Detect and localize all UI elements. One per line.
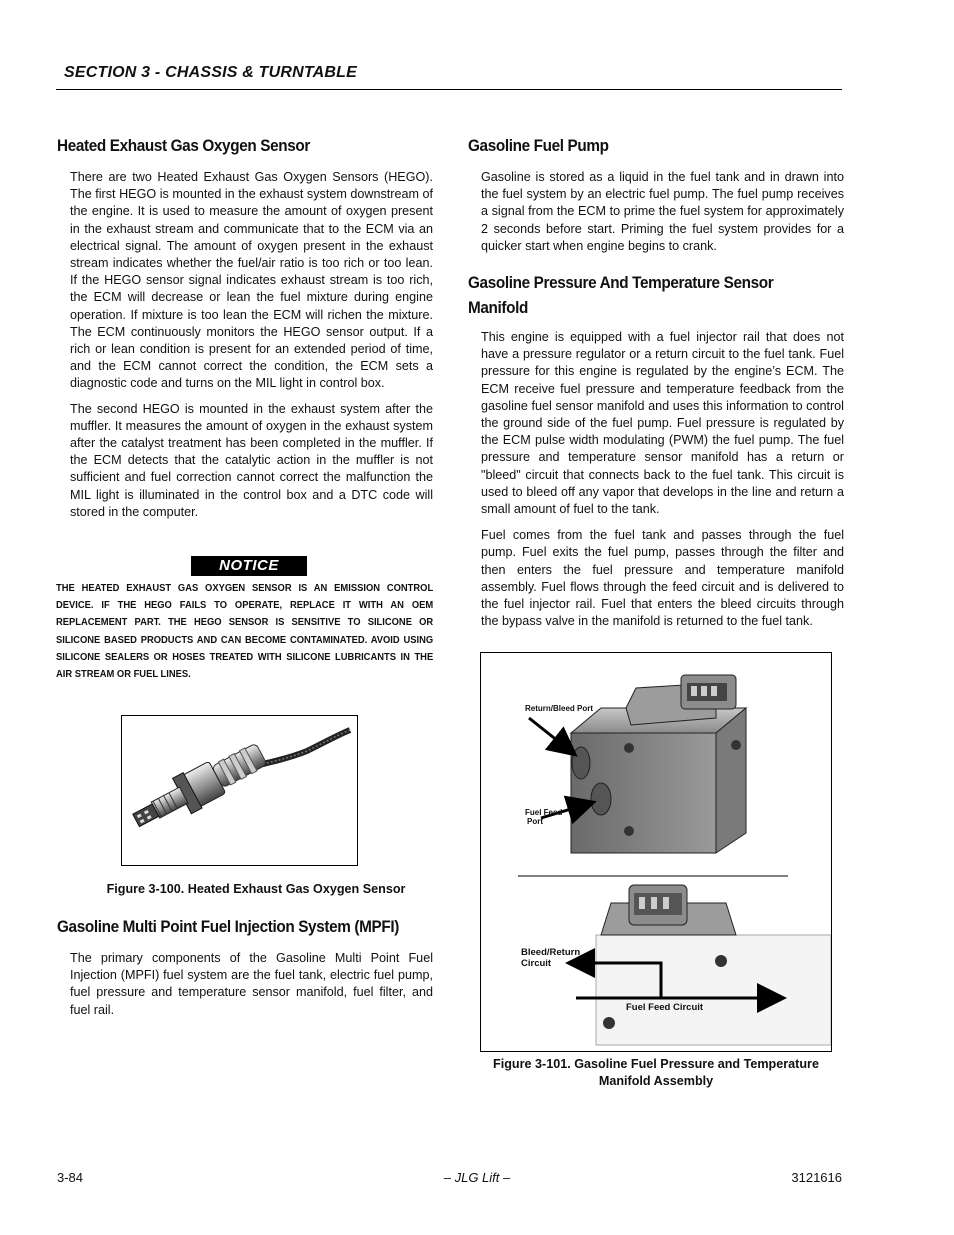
document-number: 3121616: [791, 1170, 842, 1185]
fuel-feed-port-label-2: Port: [527, 817, 543, 826]
header-rule: [56, 89, 842, 90]
fuel-feed-port-label-1: Fuel Feed: [525, 808, 563, 817]
pump-body: [481, 169, 844, 255]
section-header: SECTION 3 - CHASSIS & TURNTABLE: [64, 64, 358, 81]
pump-paragraph-1: Gasoline is stored as a liquid in the fuel tank and in drawn into the fuel system by an electric fuel pump. The fuel pump receives a signal from the ECM to prime the fuel system for approximately 2 seconds before start. Priming the fuel system provides for a quicker start when engine begins to crank.: [481, 170, 844, 253]
mpfi-body: [70, 950, 433, 1019]
notice-text: THE HEATED EXHAUST GAS OXYGEN SENSOR IS AN EMISSION CONTROL DEVICE. IF THE HEGO FAILS TO OPERATE, REPLACE IT WITH AN OEM REPLACEMENT PART. THE HEGO SENSOR IS SENSITIVE TO SILICONE OR SILICONE BASED PRODUCTS AND CAN BECOME CONTAMINATED. AVOID USING SILICONE SEALERS OR HOSES TREATED WITH SILICONE LUBRICANTS IN THE AIR STREAM OR FUEL LINES.: [56, 583, 434, 681]
figure-101-caption-line-1: Figure 3-101. Gasoline Fuel Pressure and Temperature: [493, 1057, 819, 1071]
hego-title: Heated Exhaust Gas Oxygen Sensor: [57, 136, 310, 155]
hego-sensor-illustration: [122, 716, 357, 865]
hego-title-wrap: [57, 136, 338, 156]
hego-sensor-figure: [121, 715, 358, 866]
figure-100-caption: Figure 3-100. Heated Exhaust Gas Oxygen Sensor: [106, 882, 406, 896]
mpfi-title: Gasoline Multi Point Fuel Injection System (MPFI): [57, 917, 399, 936]
mpfi-title-wrap: [57, 917, 437, 937]
figure-101-caption: [480, 1056, 832, 1090]
figure-101-caption-line-2: Manifold Assembly: [598, 1074, 714, 1088]
manifold-body: [481, 329, 844, 630]
manifold-paragraph-2: Fuel comes from the fuel tank and passes through the fuel pump. Fuel exits the fuel pump, passes through the filter and then enters the fuel pressure and temperature manifold assembly. Fuel flows through the feed circuit and is delivered to the fuel injector rail. Fuel that enters the bleed circuits through the bypass valve in the manifold is returned to the fuel tank.: [481, 528, 844, 629]
footer-brand: – JLG Lift –: [443, 1170, 511, 1185]
manifold-paragraph-1: This engine is equipped with a fuel injector rail that does not have a pressure regulator or a return circuit to the fuel tank. Fuel pressure for this engine is regulated by the engine’s ECM. The ECM receive fuel pressure and temperature feedback from the gasoline fuel sensor manifold and uses this information to control the ground side of the fuel pump. Fuel pressure is regulated by the ECM pulse width modulating (PWM) the fuel pump. The fuel pressure and temperature sensor manifold has a return or "bleed" circuit that connects back to the fuel tank. This circuit is used to bleed off any vapor that develops in the line and return a small amount of fuel to the tank.: [481, 330, 844, 517]
manifold-title: Gasoline Pressure And Temperature Sensor Manifold: [468, 273, 774, 317]
mpfi-paragraph-1: The primary components of the Gasoline Multi Point Fuel Injection (MPFI) fuel system are the fuel tank, electric fuel pump, fuel pressure and temperature sensor manifold, fuel filter, and fuel rail.: [70, 951, 433, 1017]
page-number: 3-84: [57, 1170, 84, 1185]
notice-badge: NOTICE: [191, 556, 307, 576]
hego-paragraph-2: The second HEGO is mounted in the exhaust system after the muffler. It measures the amount of oxygen in the exhaust system after the catalyst treatment has been completed in the muffler. If the ECM detects that the catalytic action in the muffler is not sufficient and fuel correction cannot correct the malfunction the MIL light is illuminated in the control box and a DTC code will stored in the computer.: [70, 401, 433, 519]
fuel-feed-circuit-label: Fuel Feed Circuit: [626, 1002, 704, 1013]
manifold-figure: [480, 652, 832, 1052]
hego-paragraph-1: There are two Heated Exhaust Gas Oxygen Sensors (HEGO). The first HEGO is mounted in the exhaust system downstream of the engine. It is used to measure the amount of oxygen present in the exhaust stream and communicate that to the ECM via an electrical signal. The amount of oxygen present in the exhaust stream indicates whether the fuel/air ratio is too rich or too lean. If the HEGO sensor signal indicates exhaust stream is too rich, the ECM will decrease or lean the fuel mixture during engine operation. If mixture is too lean the ECM will richen the mixture. The ECM continuously monitors the HEGO sensor output. If a rich or lean condition is present for an extended period of time, and the ECM cannot correct the condition, the ECM sets a diagnostic code and turns on the MIL light in control box.: [70, 170, 433, 391]
manifold-title-wrap: [468, 270, 848, 320]
bleed-return-circuit-label-2: Circuit: [521, 958, 552, 969]
bleed-return-circuit-label-1: Bleed/Return: [521, 947, 581, 958]
hego-body: [70, 169, 433, 521]
pump-title: Gasoline Fuel Pump: [468, 136, 609, 155]
return-bleed-port-label: Return/Bleed Port: [525, 704, 594, 713]
pump-title-wrap: [468, 136, 624, 156]
